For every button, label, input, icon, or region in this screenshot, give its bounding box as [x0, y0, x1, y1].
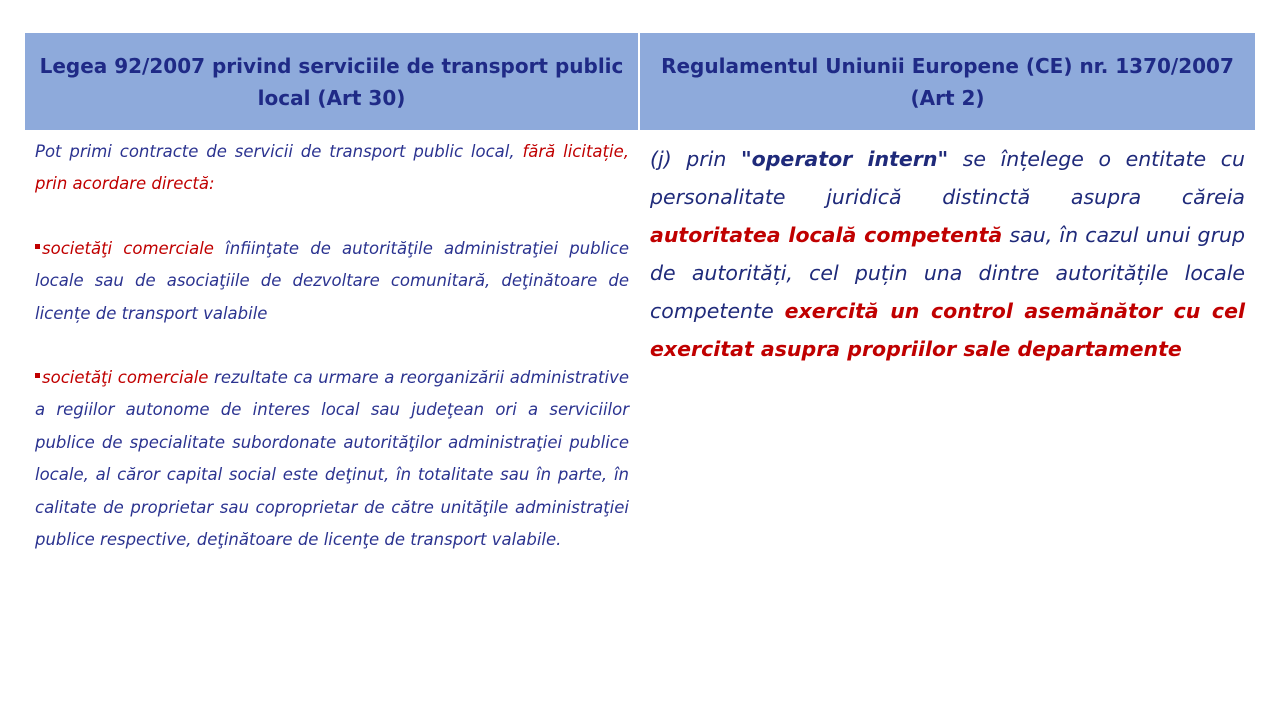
bullet-item-1	[35, 233, 629, 330]
intro-text: Pot primi contracte de servicii de transport public local,	[35, 142, 515, 161]
definition-part2: se înțelege o entitate cu personalitate juridică distinctă asupra căreia	[650, 147, 1246, 209]
defined-term: "operator intern"	[740, 147, 949, 171]
bullet1-text: înfiinţate de autorităţile administraţiei publice locale sau de asociaţiile de dezvoltare comunitară, deţinătoare de licențe de transport valabile	[35, 238, 629, 323]
definition-paragraph	[650, 140, 1245, 368]
square-bullet-icon	[35, 373, 40, 378]
intro-paragraph	[35, 136, 629, 201]
definition-part3: sau, în cazul unui grup de autorități, cel puțin una dintre autoritățile locale competente	[650, 223, 1245, 323]
bullet1-highlight: societăţi comerciale	[42, 238, 214, 258]
square-bullet-icon	[35, 244, 40, 249]
comparison-table	[25, 33, 1255, 660]
header-left-text: Legea 92/2007 privind serviciile de transport public local (Art 30)	[39, 53, 624, 110]
definition-highlight2: exercită un control asemănător cu cel exercitat asupra propriilor sale departamente	[650, 299, 1245, 361]
definition-highlight1: autoritatea locală competentă	[650, 223, 1003, 247]
header-law-92-2007	[25, 33, 640, 130]
header-eu-regulation	[640, 33, 1255, 130]
law-92-2007-content	[25, 130, 640, 660]
spacer	[35, 330, 629, 362]
spacer	[35, 201, 629, 233]
bullet2-text: rezultate ca urmare a reorganizării administrative a regiilor autonome de interes local sau judeţean ori a serviciilor publice de specialitate subordonate autorităţilor administraţiei publice locale, al căror capital social este deţinut, în totalitate sau în parte, în calitate de proprietar sau coproprietar de către unităţile administraţiei publice respective, deţinătoare de licenţe de transport valabile.	[35, 368, 630, 550]
bullet2-highlight: societăţi comerciale	[42, 368, 209, 388]
bullet-item-2	[35, 362, 629, 556]
definition-part1: (j) prin	[650, 147, 741, 171]
header-right-text: Regulamentul Uniunii Europene (CE) nr. 1370/2007 (Art 2)	[661, 53, 1234, 110]
eu-regulation-content	[640, 130, 1255, 660]
intro-highlight: fără licitație, prin acordare directă:	[35, 142, 629, 194]
